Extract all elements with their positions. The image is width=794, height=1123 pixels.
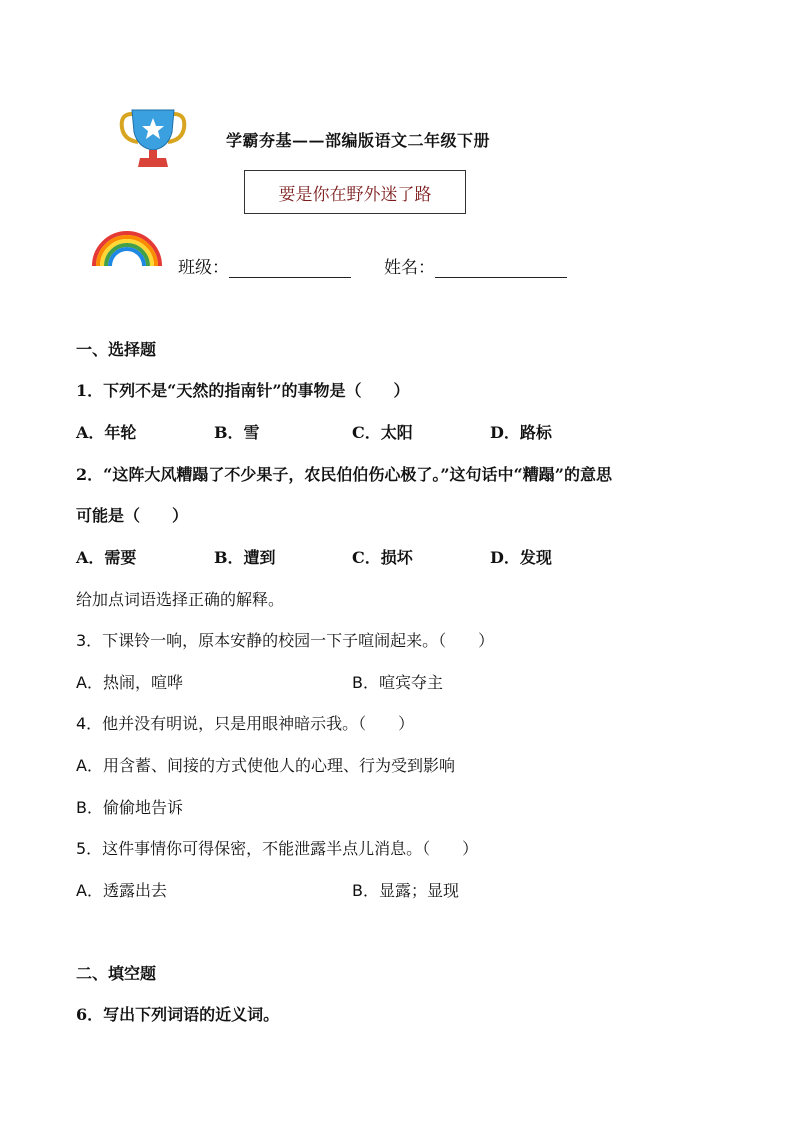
question-6: 6．写出下列词语的近义词。 (76, 1005, 280, 1024)
q5-option-b[interactable]: B．显露；显现 (352, 881, 459, 900)
instruction-text: 给加点词语选择正确的解释。 (76, 590, 285, 609)
lesson-title-box (244, 170, 466, 214)
q2-option-b[interactable]: B．遭到 (214, 548, 276, 567)
question-5: 5．这件事情你可得保密，不能泄露半点儿消息。（ ） (76, 839, 479, 858)
document-title: 学霸夯基——部编版语文二年级下册 (226, 131, 491, 150)
class-blank[interactable] (229, 259, 351, 278)
q3-option-b[interactable]: B．喧宾夺主 (352, 673, 443, 692)
question-2-line1: 2．“这阵大风糟蹋了不少果子，农民伯伯伤心极了。”这句话中“糟蹋”的意思 (76, 465, 612, 484)
name-field (384, 253, 567, 278)
q2-option-c[interactable]: C．损坏 (352, 548, 413, 567)
q1-option-c[interactable]: C．太阳 (352, 423, 413, 442)
rainbow-icon (90, 228, 164, 268)
section-heading-choice: 一、选择题 (76, 340, 157, 359)
q2-option-a[interactable]: A．需要 (76, 548, 137, 567)
q3-option-a[interactable]: A．热闹，喧哗 (76, 673, 183, 692)
name-label: 姓名： (384, 258, 435, 278)
lesson-title: 要是你在野外迷了路 (278, 184, 432, 205)
q5-option-a[interactable]: A．透露出去 (76, 881, 167, 900)
name-blank[interactable] (435, 259, 567, 278)
question-3: 3．下课铃一响，原本安静的校园一下子喧闹起来。（ ） (76, 631, 495, 650)
q1-option-a[interactable]: A．年轮 (76, 423, 137, 442)
q2-option-d[interactable]: D．发现 (490, 548, 552, 567)
q1-option-b[interactable]: B．雪 (214, 423, 260, 442)
q1-option-d[interactable]: D．路标 (490, 423, 552, 442)
trophy-icon (118, 106, 188, 170)
question-1: 1．下列不是“天然的指南针”的事物是（ ） (76, 381, 410, 400)
class-label: 班级： (178, 258, 229, 278)
question-4: 4．他并没有明说，只是用眼神暗示我。（ ） (76, 714, 415, 733)
q4-option-a[interactable]: A．用含蓄、间接的方式使他人的心理、行为受到影响 (76, 756, 455, 775)
q4-option-b[interactable]: B．偷偷地告诉 (76, 798, 183, 817)
section-heading-fill: 二、填空题 (76, 964, 157, 983)
question-2-line2: 可能是（ ） (76, 506, 189, 525)
class-field (178, 253, 351, 278)
